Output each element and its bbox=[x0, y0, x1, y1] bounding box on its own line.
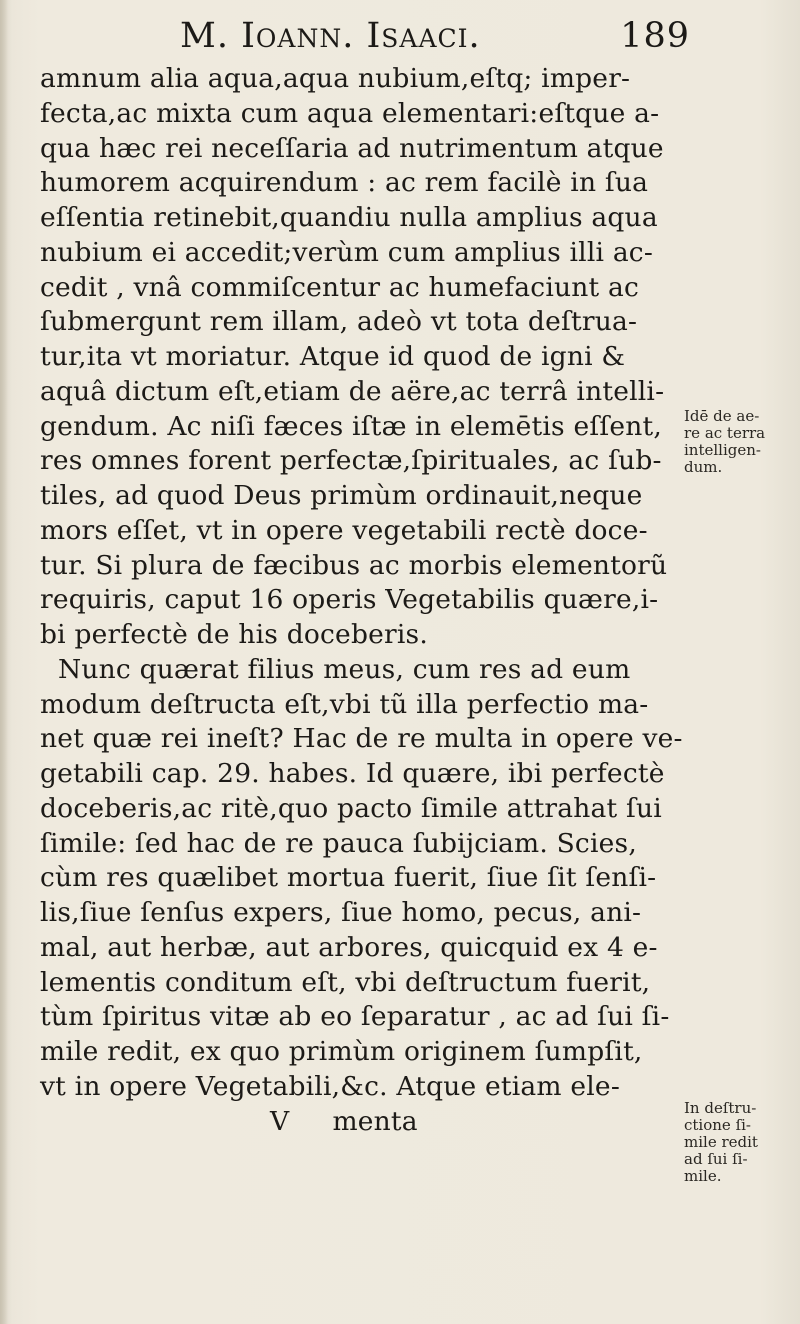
text-line: getabili cap. 29. habes. Id quære, ibi perfectè bbox=[40, 758, 665, 789]
text-line: net quæ rei ineſt? Hac de re multa in opere ve- bbox=[40, 723, 683, 755]
margin-note-1 bbox=[684, 408, 794, 476]
text-line: mal, aut herbæ, aut arbores, quicquid ex 4 e- bbox=[40, 931, 658, 963]
margin-note-line: In deſtru- bbox=[684, 1099, 757, 1117]
text-line-paragraph-start: Nunc quærat filius meus, cum res ad eum bbox=[58, 653, 631, 685]
text-line: humorem acquirendum : ac rem facilè in ſua bbox=[40, 167, 649, 199]
text-line: res omnes forent perfectæ,ſpirituales, ac ſub- bbox=[40, 445, 662, 477]
margin-note-line: Idē de ae- bbox=[684, 407, 760, 425]
text-line: gendum. Ac niſi fæces iſtæ in elemētis eſſent, bbox=[40, 410, 662, 442]
text-line: tur,ita vt moriatur. Atque id quod de igni & bbox=[40, 341, 626, 372]
text-line: vt in opere Vegetabili,&c. Atque etiam ele- bbox=[40, 1070, 620, 1102]
margin-note-line: ad ſui ſi- bbox=[684, 1150, 748, 1168]
margin-note-2 bbox=[684, 1100, 794, 1185]
text-line: modum deſtructa eſt,vbi tũ illa perfectio ma- bbox=[40, 688, 649, 720]
margin-note-line: re ac terra bbox=[684, 424, 766, 442]
text-line: bi perfectè de his doceberis. bbox=[40, 619, 428, 650]
text-line: cedit , vnâ commiſcentur ac humefaciunt ac bbox=[40, 271, 640, 303]
body-text bbox=[40, 62, 683, 1139]
text-line: aquâ dictum eſt,etiam de aëre,ac terrâ intelli- bbox=[40, 375, 665, 407]
margin-note-line: mile redit bbox=[684, 1133, 758, 1151]
text-line: ſubmergunt rem illam, adeò vt tota deſtrua- bbox=[40, 306, 638, 338]
page-number: 189 bbox=[620, 16, 690, 56]
text-line: tiles, ad quod Deus primùm ordinauit,neque bbox=[40, 480, 643, 511]
text-line: tur. Si plura de fæcibus ac morbis elementorũ bbox=[40, 549, 668, 581]
text-line: mile redit, ex quo primùm originem ſumpſit, bbox=[40, 1036, 643, 1067]
text-line: tùm ſpiritus vitæ ab eo ſeparatur , ac ad ſui ſi- bbox=[40, 1001, 670, 1033]
text-line: requiris, caput 16 operis Vegetabilis quære,i- bbox=[40, 584, 659, 616]
margin-note-line: intelligen- bbox=[684, 441, 761, 459]
text-line: nubium ei accedit;verùm cum amplius illi ac- bbox=[40, 236, 654, 268]
text-line: doceberis,ac ritè,quo pacto ſimile attrahat ſui bbox=[40, 792, 662, 824]
page-gutter-shadow bbox=[0, 0, 8, 1324]
text-line: qua hæc rei neceſſaria ad nutrimentum atque bbox=[40, 132, 664, 164]
text-line: lis,ſiue ſenſus expers, ſiue homo, pecus, ani- bbox=[40, 897, 642, 928]
text-line: amnum alia aqua,aqua nubium,eſtq; imper- bbox=[40, 63, 631, 94]
text-line: cùm res quælibet mortua fuerit, ſiue ſit ſenſi- bbox=[40, 862, 657, 894]
running-head-title: M. Ioann. Isaaci. bbox=[180, 16, 481, 56]
running-head bbox=[150, 16, 690, 66]
signature-and-catchword: V menta bbox=[270, 1105, 418, 1137]
text-line: mors eſſet, vt in opere vegetabili rectè doce- bbox=[40, 514, 648, 546]
text-line: eſſentia retinebit,quandiu nulla amplius aqua bbox=[40, 202, 658, 233]
text-line: lementis conditum eſt, vbi deſtructum fuerit, bbox=[40, 966, 651, 998]
text-line: fecta,ac mixta cum aqua elementari:eſtque a- bbox=[40, 97, 660, 129]
margin-note-line: mile. bbox=[684, 1167, 722, 1185]
text-line: ſimile: ſed hac de re pauca ſubijciam. Scies, bbox=[40, 827, 637, 859]
margin-note-line: dum. bbox=[684, 458, 723, 476]
margin-note-line: ctione ſi- bbox=[684, 1116, 751, 1134]
